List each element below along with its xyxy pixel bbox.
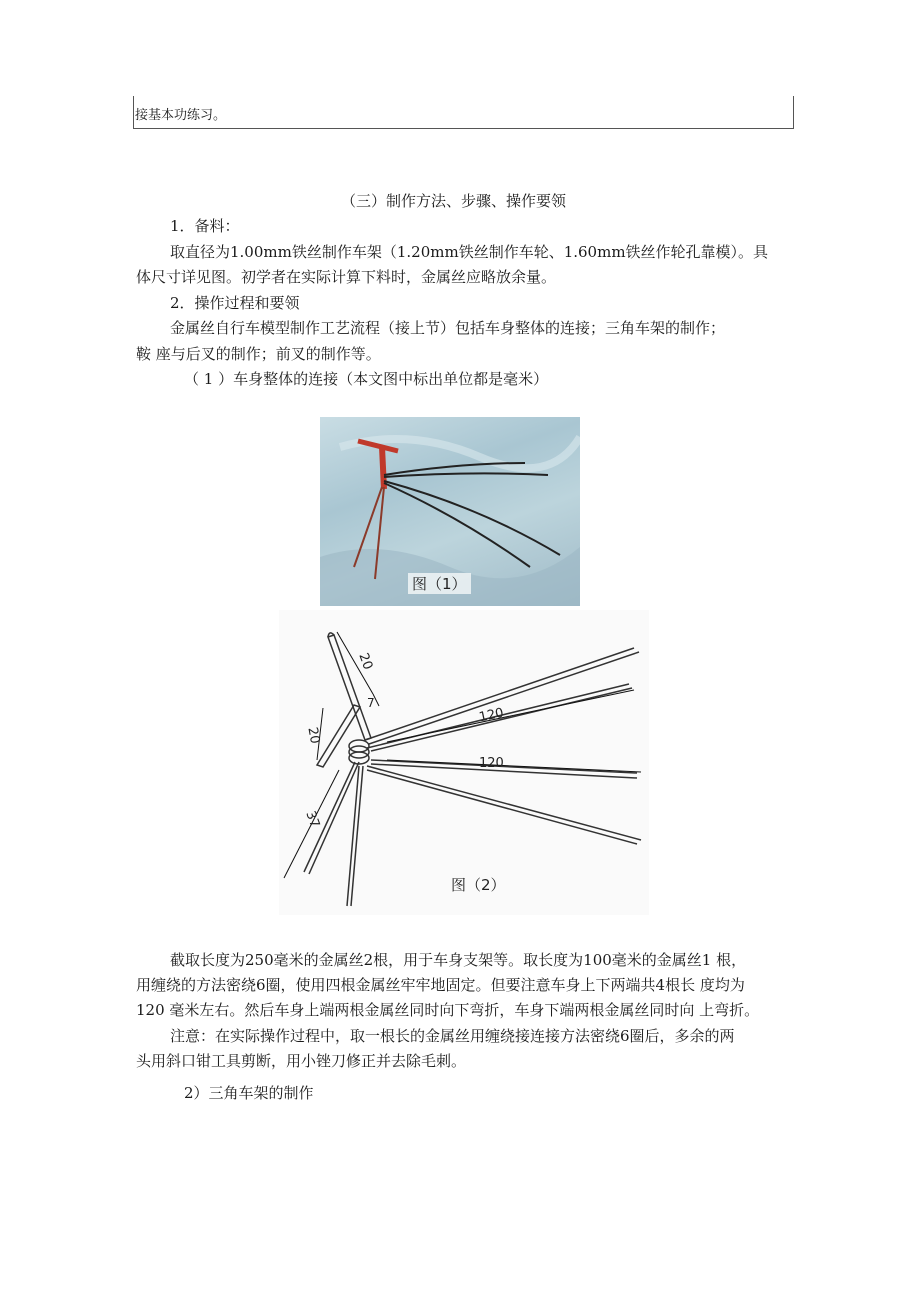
item1-line1: 取直径为1.00mm铁丝制作车架（1.20mm铁丝制作车轮、1.60mm铁丝作轮孔靠模）。具: [170, 243, 769, 261]
dim-label-20-top: 20: [355, 651, 376, 672]
figure1-caption: 图（1）: [408, 573, 471, 594]
para1-line2: 用缠绕的方法密绕6圈，使用四根金属丝牢牢地固定。但要注意车身上下两端共4根长 度均为: [136, 976, 745, 994]
item1-heading: 1．备料：: [170, 217, 240, 235]
section-title: （三）制作方法、步骤、操作要领: [341, 192, 567, 210]
box-left-border: [133, 96, 134, 129]
sub2-heading: 2）三角车架的制作: [184, 1084, 314, 1102]
figure1-photo: [320, 417, 580, 606]
wire-dimension-diagram: [279, 610, 649, 915]
dim-label-7: 7: [367, 696, 375, 710]
item2-heading: 2．操作过程和要领: [170, 294, 300, 312]
item2-line1: 金属丝自行车模型制作工艺流程（接上节）包括车身整体的连接；三角车架的制作；: [170, 319, 726, 337]
note-line2: 头用斜口钳工具剪断，用小锉刀修正并去除毛刺。: [136, 1052, 467, 1070]
item1-line2: 体尺寸详见图。初学者在实际计算下料时，金属丝应略放余量。: [136, 268, 557, 286]
figure2-diagram: [279, 610, 649, 915]
dim-label-120-lower: 120: [479, 756, 504, 771]
dim-label-120-upper: 120: [477, 705, 506, 726]
para1-line3: 120 毫米左右。然后车身上端两根金属丝同时向下弯折，车身下端两根金属丝同时向 上弯折。: [136, 1001, 760, 1019]
dim-label-20-left: 20: [304, 726, 323, 745]
para1-line1: 截取长度为250毫米的金属丝2根，用于车身支架等。取长度为100毫米的金属丝1 根，: [170, 951, 747, 969]
note-line1: 注意：在实际操作过程中，取一根长的金属丝用缠绕接连接方法密绕6圈后，多余的两: [170, 1027, 735, 1045]
item2-sub1: （ 1 ）车身整体的连接（本文图中标出单位都是毫米）: [184, 370, 549, 388]
figure2-caption: 图（2）: [451, 876, 506, 894]
box-bottom-border: [133, 128, 794, 129]
dim-label-37: 37: [302, 809, 323, 830]
box-text: 接基本功练习。: [135, 108, 227, 123]
box-right-border: [793, 96, 794, 129]
item2-line2: 鞍 座与后叉的制作；前叉的制作等。: [136, 345, 381, 363]
